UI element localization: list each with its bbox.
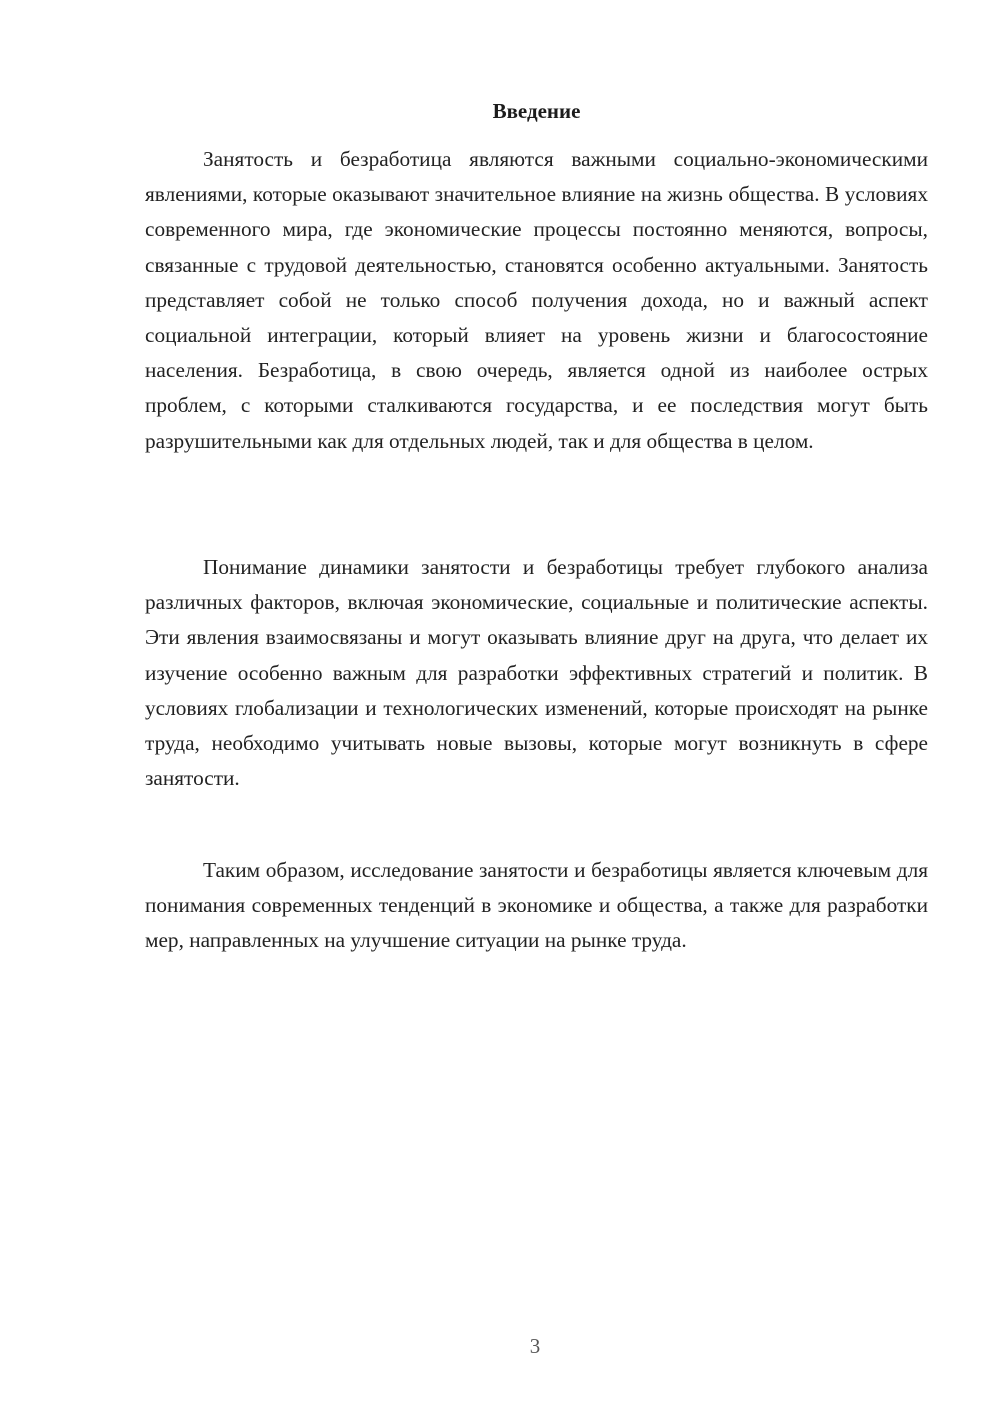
paragraph-3: Таким образом, исследование занятости и безработицы является ключевым для понимания современных тенденций в экономике и общества, а также для разработки мер, направленных на улучшение ситуации на рынке труда. xyxy=(145,858,928,953)
page-title: Введение xyxy=(492,99,581,123)
page-number: 3 xyxy=(529,1334,541,1358)
paragraph-2: Понимание динамики занятости и безработицы требует глубокого анализа различных факторов, включая экономические, социальные и политические аспекты. Эти явления взаимосвязаны и могут оказывать влияние друг на друга, что делает их изучение особенно важным для разработки эффективных стратегий и политик. В условиях глобализации и технологических изменений, которые происходят на рынке труда, необходимо учитывать новые вызовы, которые могут возникнуть в сфере занятости. xyxy=(145,555,928,791)
paragraph-1: Занятость и безработица являются важными социально-экономическими явлениями, которые оказывают значительное влияние на жизнь общества. В условиях современного мира, где экономические процессы постоянно меняются, вопросы, связанные с трудовой деятельностью, становятся особенно актуальными. Занятость представляет собой не только способ получения дохода, но и важный аспект социальной интеграции, который влияет на уровень жизни и благосостояние населения. Безработица, в свою очередь, является одной из наиболее острых проблем, с которыми сталкиваются государства, и ее последствия могут быть разрушительными как для отдельных людей, так и для общества в целом. xyxy=(145,147,928,453)
